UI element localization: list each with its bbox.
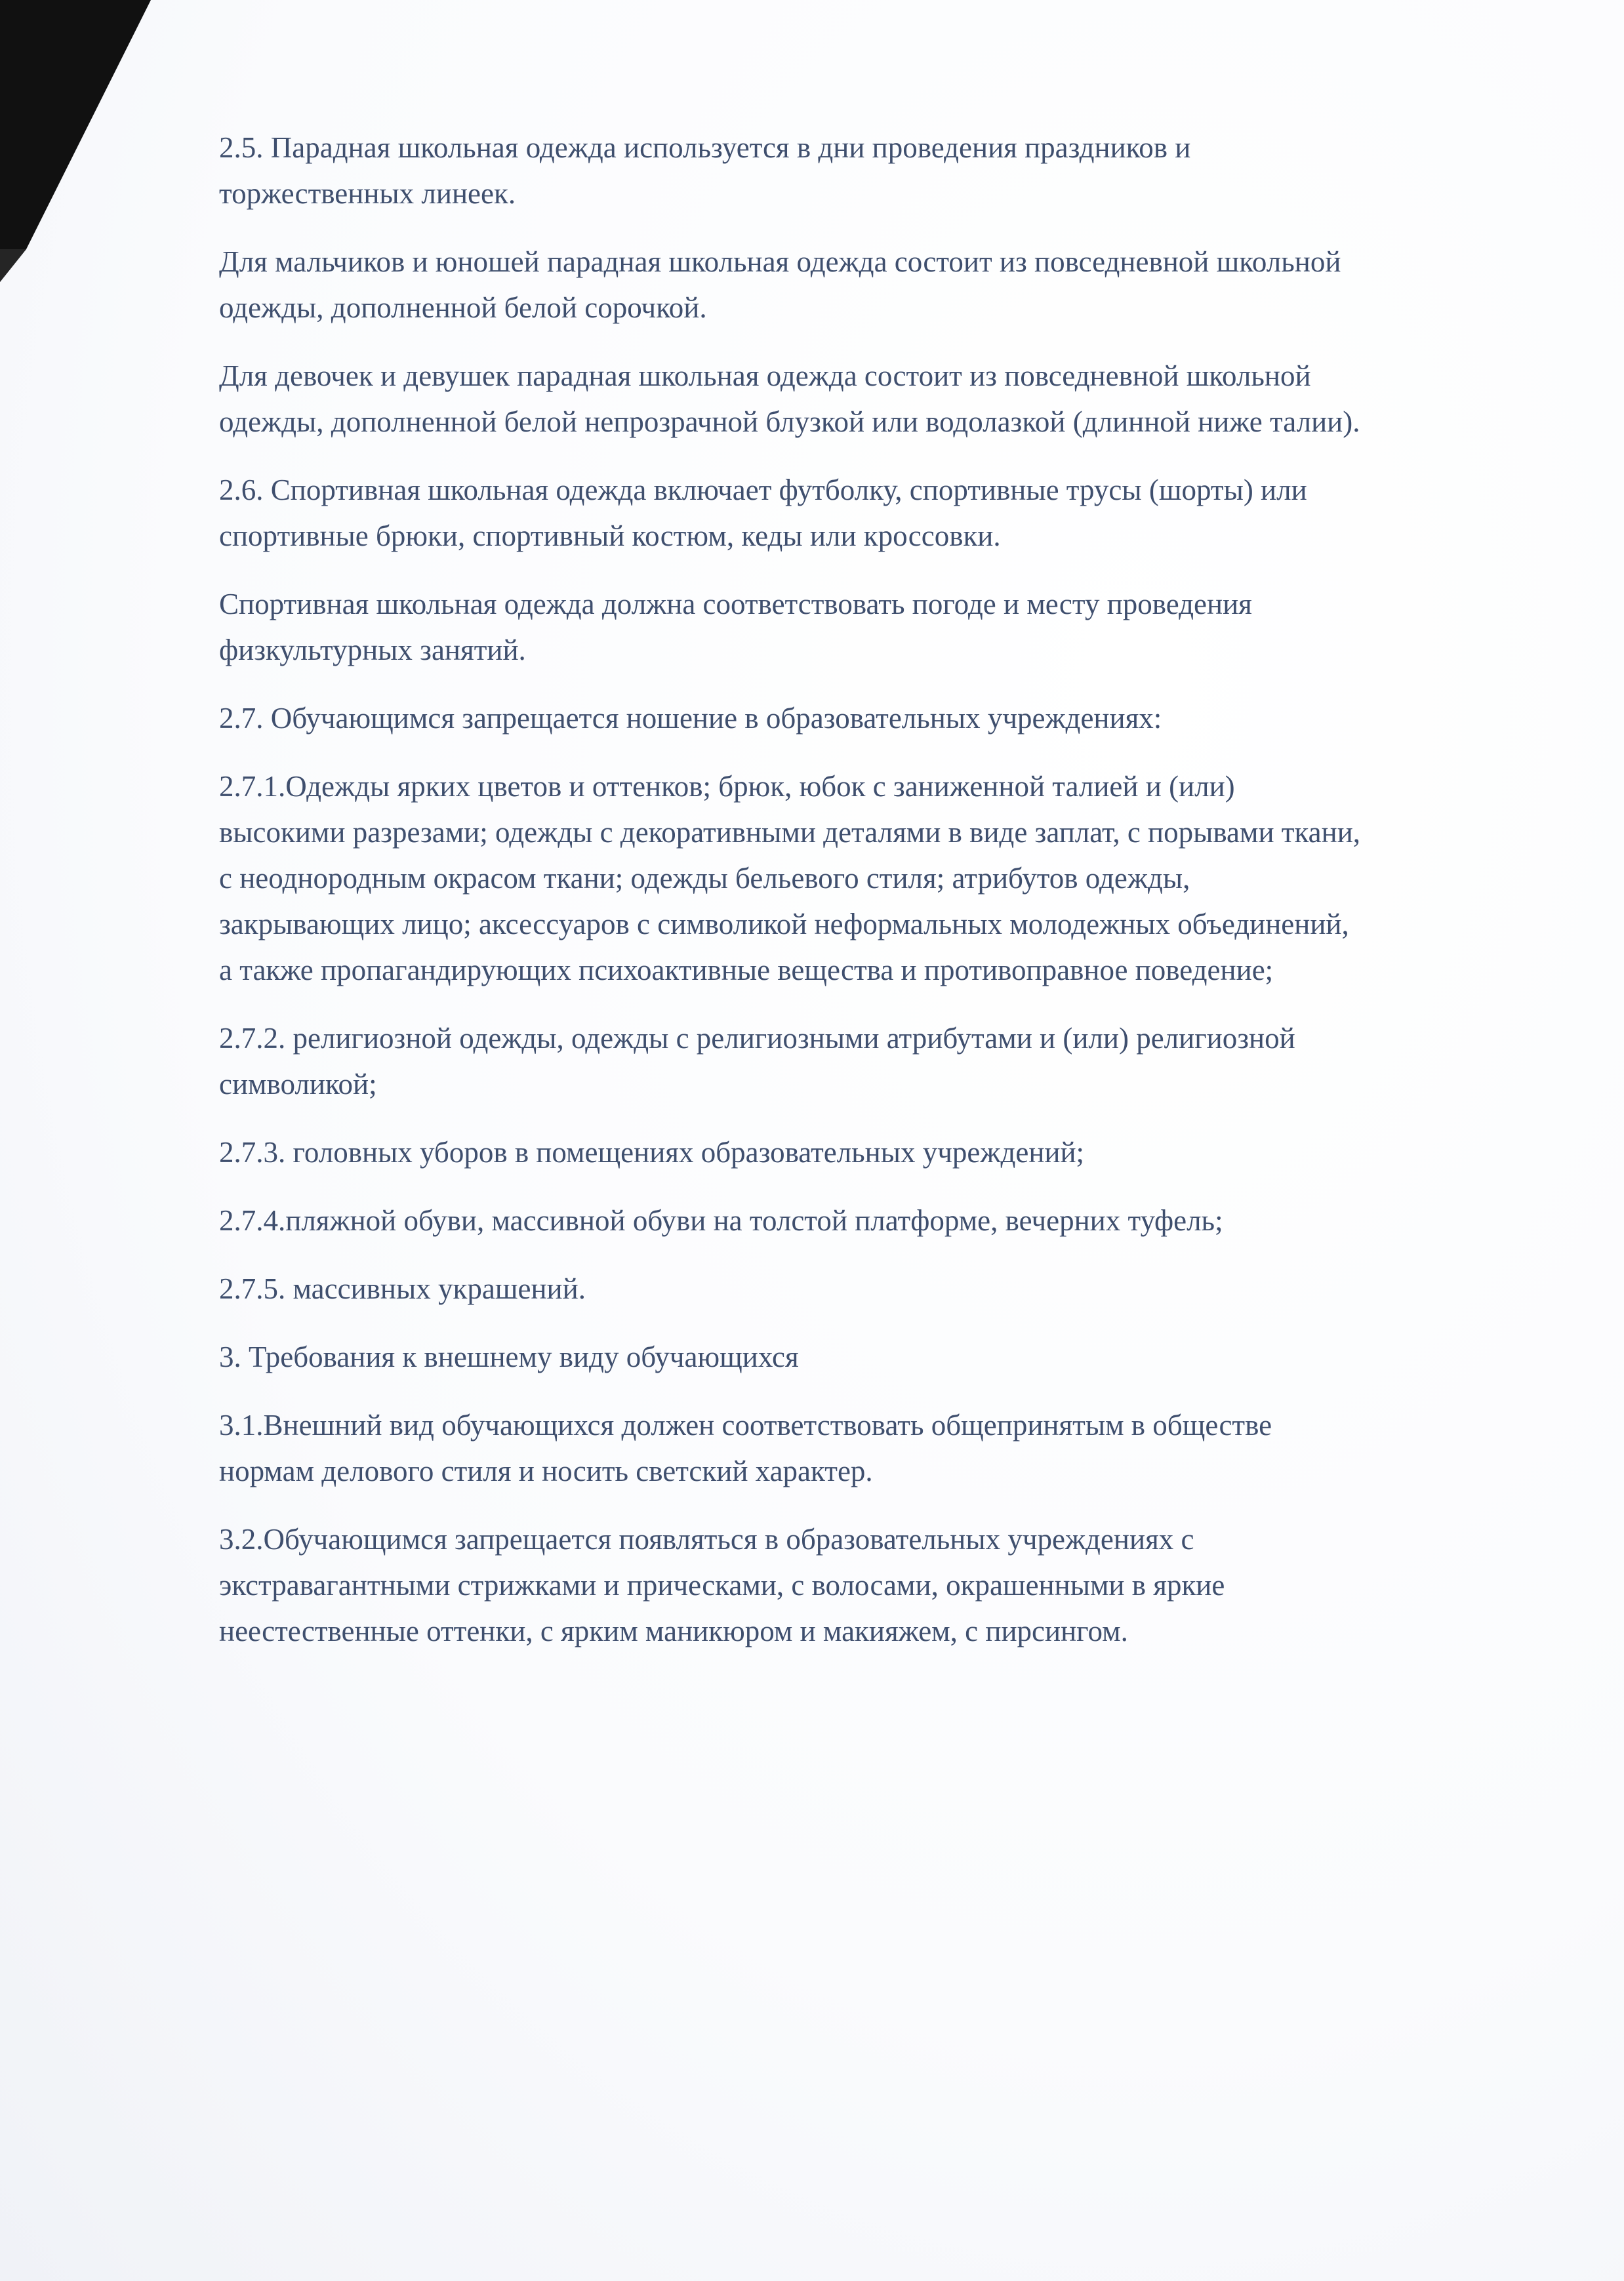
section-heading-3 bbox=[219, 1334, 1518, 1380]
text-line: Для мальчиков и юношей парадная школьная одежда состоит из повседневной школьной bbox=[219, 245, 1341, 278]
paragraph-2-7-3 bbox=[219, 1129, 1518, 1175]
text-line: Спортивная школьная одежда должна соответствовать погоде и месту проведения bbox=[219, 588, 1252, 620]
text-line: Для девочек и девушек парадная школьная одежда состоит из повседневной школьной bbox=[219, 359, 1311, 392]
paragraph-2-7-1 bbox=[219, 763, 1518, 993]
text-line: 2.5. Парадная школьная одежда используется в дни проведения праздников и bbox=[219, 131, 1191, 164]
text-line: неестественные оттенки, с ярким маникюром и макияжем, с пирсингом. bbox=[219, 1615, 1128, 1647]
paragraph-3-2 bbox=[219, 1516, 1518, 1654]
paragraph-2-7-2 bbox=[219, 1015, 1518, 1107]
paragraph-2-7 bbox=[219, 695, 1518, 741]
document-body bbox=[219, 125, 1518, 1676]
text-line: одежды, дополненной белой непрозрачной блузкой или водолазкой (длинной ниже талии). bbox=[219, 405, 1360, 438]
text-line: торжественных линеек. bbox=[219, 177, 516, 210]
paragraph-3-1 bbox=[219, 1402, 1518, 1494]
paragraph-boys-uniform bbox=[219, 239, 1518, 331]
text-line: 2.7.5. массивных украшений. bbox=[219, 1272, 586, 1305]
text-line: 3.1.Внешний вид обучающихся должен соответствовать общепринятым в обществе bbox=[219, 1409, 1272, 1442]
text-line: нормам делового стиля и носить светский характер. bbox=[219, 1455, 873, 1487]
paragraph-girls-uniform bbox=[219, 353, 1518, 445]
text-line: 3.2.Обучающимся запрещается появляться в образовательных учреждениях с bbox=[219, 1523, 1194, 1556]
paragraph-sport-uniform bbox=[219, 581, 1518, 673]
text-line: экстравагантными стрижками и прическами, с волосами, окрашенными в яркие bbox=[219, 1569, 1225, 1602]
text-line: 2.7.4.пляжной обуви, массивной обуви на толстой платформе, вечерних туфель; bbox=[219, 1204, 1223, 1237]
text-line: символикой; bbox=[219, 1068, 377, 1100]
scan-shadow-corner bbox=[0, 0, 157, 282]
text-line: 3. Требования к внешнему виду обучающихся bbox=[219, 1341, 799, 1373]
text-line: 2.7. Обучающимся запрещается ношение в образовательных учреждениях: bbox=[219, 702, 1162, 735]
paragraph-2-5 bbox=[219, 125, 1518, 216]
text-line: спортивные брюки, спортивный костюм, кеды или кроссовки. bbox=[219, 519, 1001, 552]
text-line: 2.6. Спортивная школьная одежда включает футболку, спортивные трусы (шорты) или bbox=[219, 474, 1307, 506]
text-line: а также пропагандирующих психоактивные вещества и противоправное поведение; bbox=[219, 954, 1274, 986]
text-line: физкультурных занятий. bbox=[219, 634, 526, 666]
text-line: закрывающих лицо; аксессуаров с символикой неформальных молодежных объединений, bbox=[219, 908, 1349, 940]
text-line: 2.7.1.Одежды ярких цветов и оттенков; брюк, юбок с заниженной талией и (или) bbox=[219, 770, 1235, 803]
paragraph-2-7-4 bbox=[219, 1198, 1518, 1243]
text-line: высокими разрезами; одежды с декоративными деталями в виде заплат, с порывами ткани, bbox=[219, 816, 1361, 849]
paragraph-2-7-5 bbox=[219, 1266, 1518, 1312]
text-line: с неоднородным окрасом ткани; одежды бельевого стиля; атрибутов одежды, bbox=[219, 862, 1190, 895]
text-line: 2.7.2. религиозной одежды, одежды с религиозными атрибутами и (или) религиозной bbox=[219, 1022, 1295, 1055]
text-line: 2.7.3. головных уборов в помещениях образовательных учреждений; bbox=[219, 1136, 1085, 1169]
text-line: одежды, дополненной белой сорочкой. bbox=[219, 291, 707, 324]
paragraph-2-6 bbox=[219, 467, 1518, 559]
